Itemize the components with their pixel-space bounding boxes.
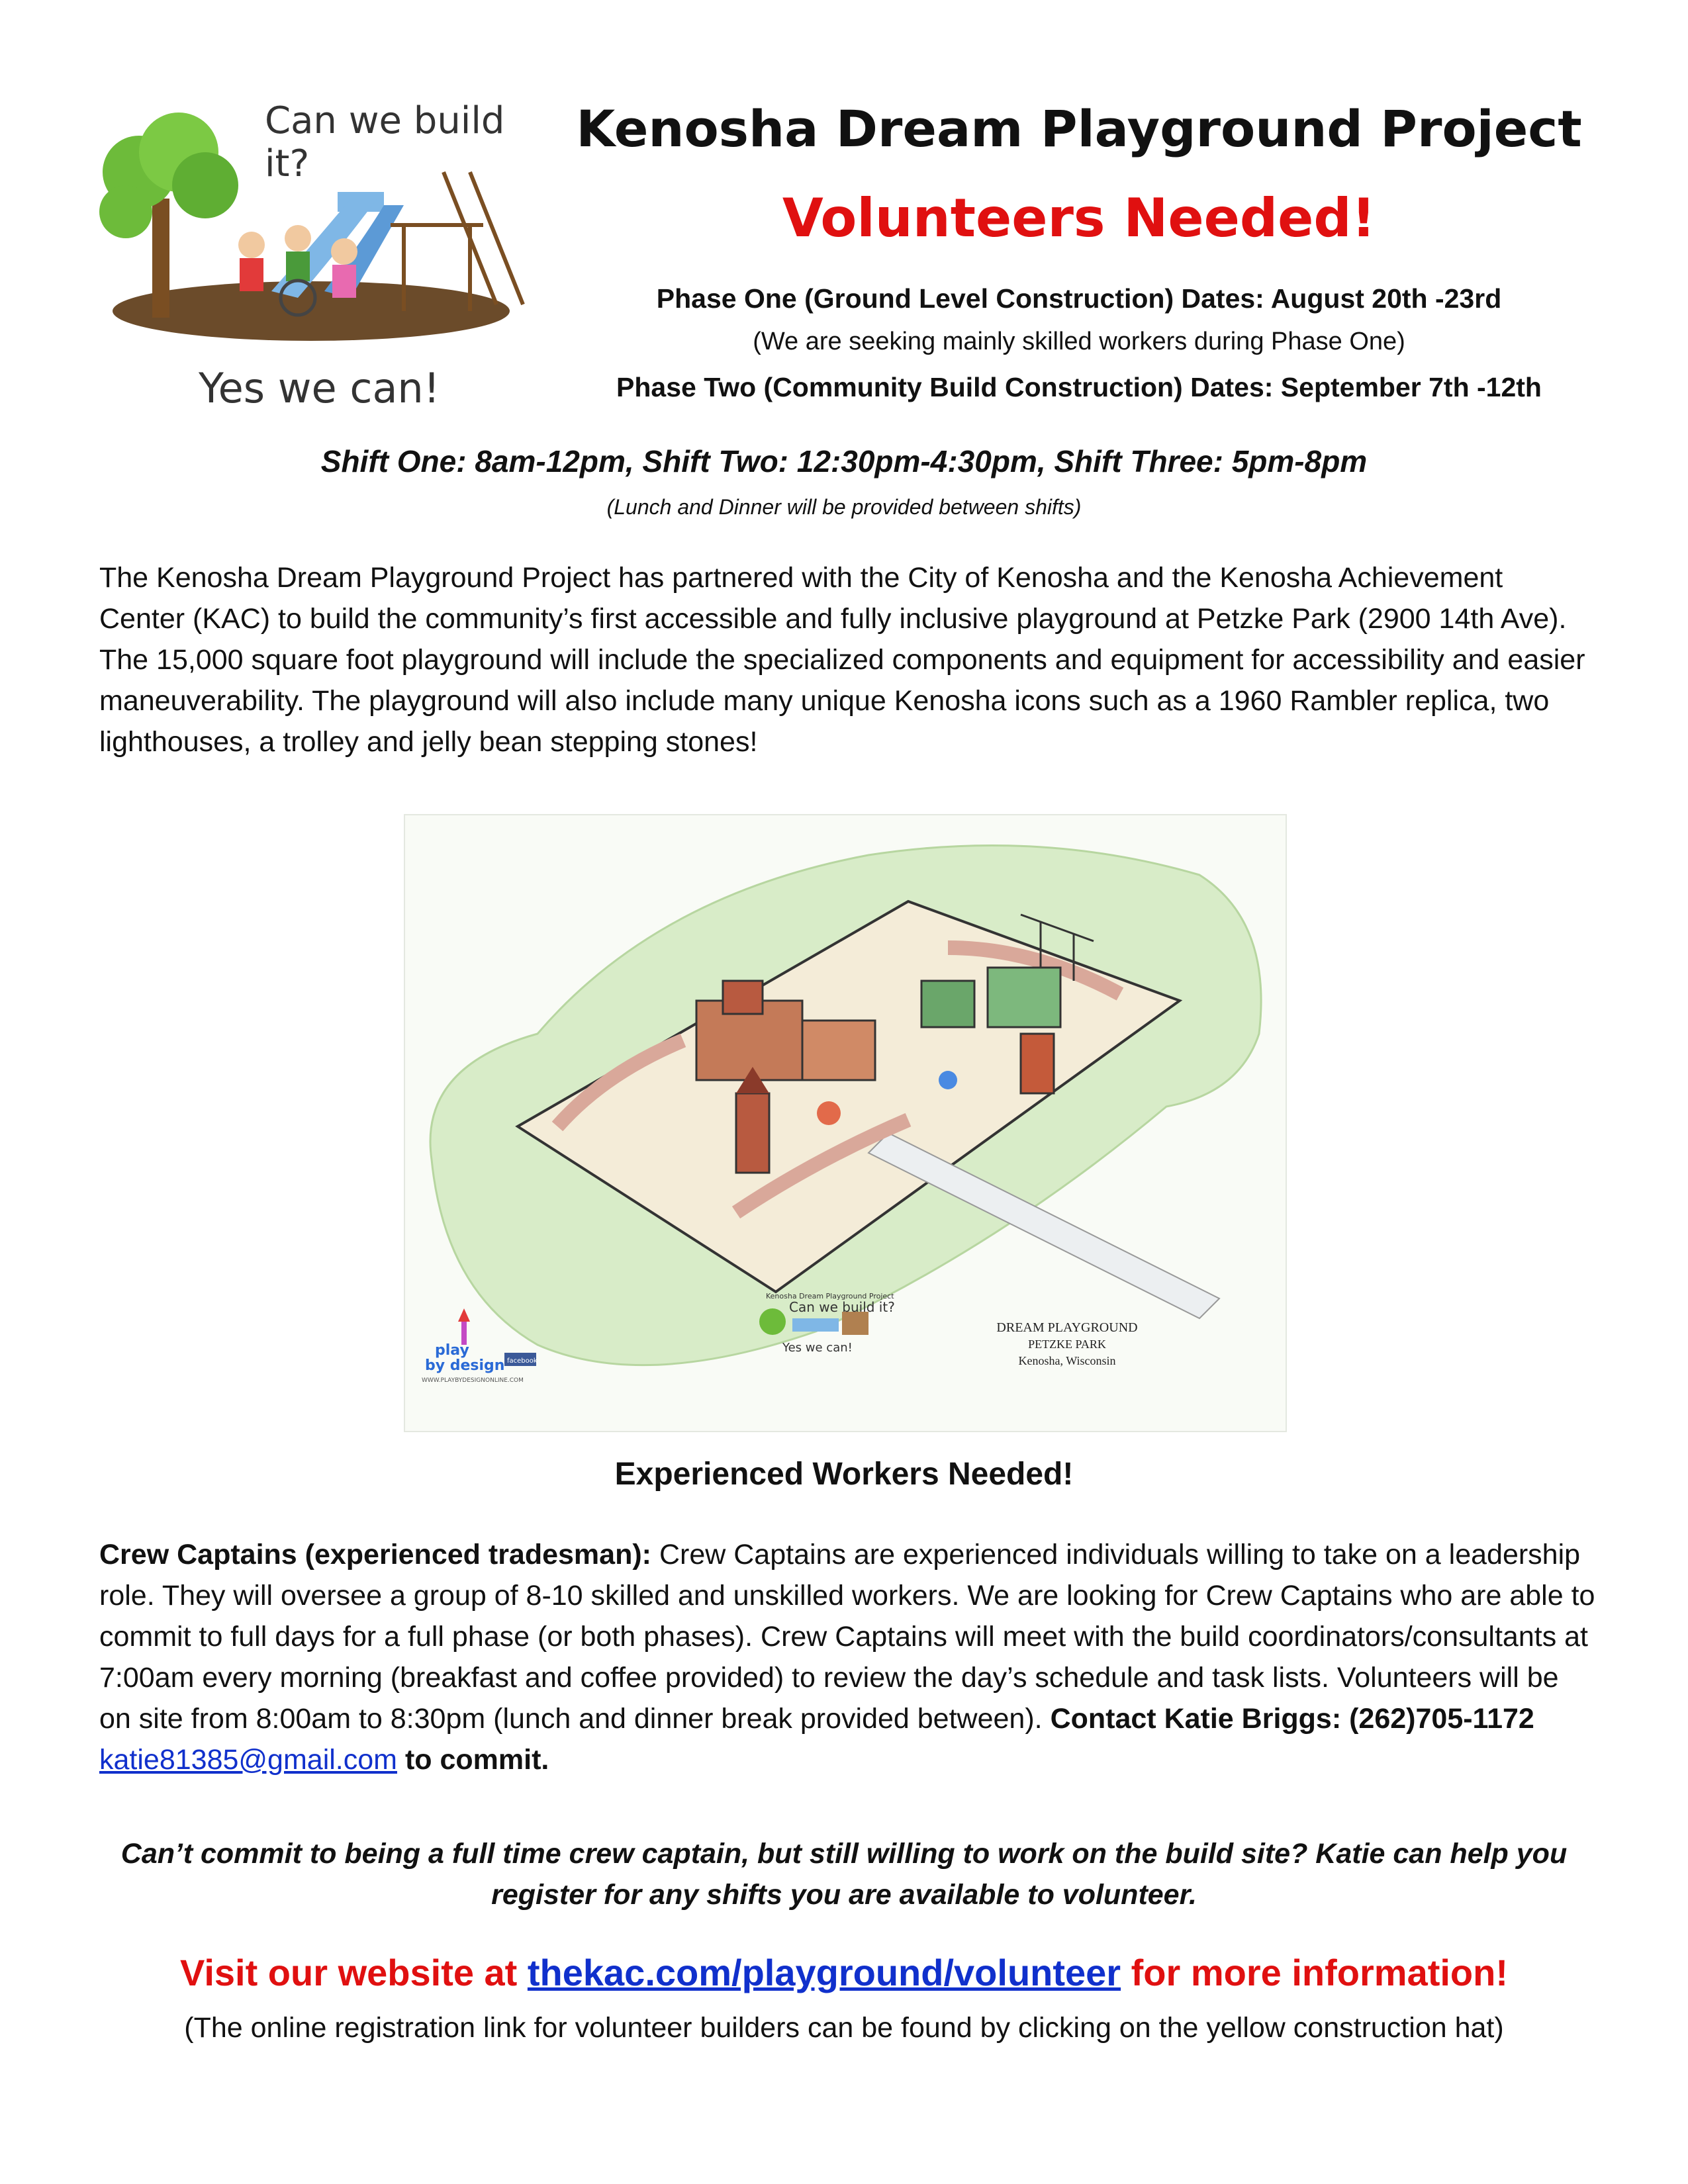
site-plan-park: PETZKE PARK	[1028, 1338, 1106, 1351]
site-plan-location: Kenosha, Wisconsin	[1018, 1354, 1116, 1367]
visit-prefix: Visit our website at	[180, 1952, 528, 1993]
site-plan-logo-caption: Kenosha Dream Playground Project	[766, 1292, 894, 1300]
commit-text: to commit.	[397, 1744, 549, 1776]
meals-note: (Lunch and Dinner will be provided between shifts)	[606, 495, 1082, 519]
visit-suffix: for more information!	[1121, 1952, 1508, 1993]
phase-two-dates: Phase Two (Community Build Construction) Dates: September 7th -12th	[616, 372, 1542, 402]
phase-one-note: (We are seeking mainly skilled workers during Phase One)	[753, 328, 1405, 355]
website-link[interactable]: thekac.com/playground/volunteer	[527, 1952, 1121, 1993]
brand-url: WWW.PLAYBYDESIGNONLINE.COM	[422, 1377, 524, 1384]
visit-website	[99, 1951, 1589, 1994]
shift-times: Shift One: 8am-12pm, Shift Two: 12:30pm-4:30pm, Shift Three: 5pm-8pm	[320, 444, 1368, 478]
playground-site-plan	[404, 814, 1287, 1432]
crew-captains-body: Crew Captains are experienced individuals willing to take on a leadership role. They will oversee a group of 8-10 skilled and unskilled workers. We are looking for Crew Captains who are able to commit to full days for a full phase (or both phases). Crew Captains will meet with the build coordinators/consultants at 7:00am every morning (breakfast and coffee provided) to review the day’s schedule and task lists. Volunteers will be on site from 8:00am to 8:30pm (lunch and dinner break provided between).	[99, 1539, 1595, 1735]
site-plan-logo-top: Can we build it?	[789, 1299, 895, 1315]
registration-note: (The online registration link for volunteer builders can be found by clicking on the yellow construction hat)	[184, 2012, 1504, 2044]
workers-heading: Experienced Workers Needed!	[614, 1457, 1074, 1492]
logo	[99, 93, 536, 430]
intro-paragraph: The Kenosha Dream Playground Project has partnered with the City of Kenosha and the Kenosha Achievement Center (KAC) to build the community’s first accessible and fully inclusive playground at Petzke Park (2900 14th Ave). The 15,000 square foot playground will include the specialized components and equipment for accessibility and easier maneuverability. The playground will also include many unique Kenosha icons such as a 1960 Rambler replica, two lighthouses, a trolley and jelly bean stepping stones!	[99, 562, 1585, 758]
cant-commit-note: Can’t commit to being a full time crew captain, but still willing to work on the build site? Katie can help you register for any shifts you are available to volunteer.	[120, 1838, 1568, 1911]
logo-bottom-text: Yes we can!	[199, 364, 440, 412]
crew-captains-label: Crew Captains (experienced tradesman):	[99, 1539, 651, 1570]
facebook-label: facebook	[507, 1357, 538, 1365]
contact-info: Contact Katie Briggs: (262)705-1172	[1050, 1703, 1534, 1735]
logo-top-text: Can we build it?	[265, 99, 505, 185]
email-link[interactable]: katie81385@gmail.com	[99, 1744, 397, 1776]
site-plan-logo-bottom: Yes we can!	[782, 1341, 853, 1355]
site-plan-drawing	[405, 815, 1286, 1431]
site-plan-title: DREAM PLAYGROUND	[996, 1320, 1138, 1335]
brand-line-1: play	[435, 1342, 469, 1359]
phase-one-dates: Phase One (Ground Level Construction) Dates: August 20th -23rd	[656, 283, 1502, 314]
page-title: Kenosha Dream Playground Project	[576, 99, 1582, 158]
crew-captains-paragraph	[99, 1534, 1595, 1780]
brand-line-2: by design	[425, 1357, 505, 1374]
page-subtitle: Volunteers Needed!	[782, 187, 1376, 249]
